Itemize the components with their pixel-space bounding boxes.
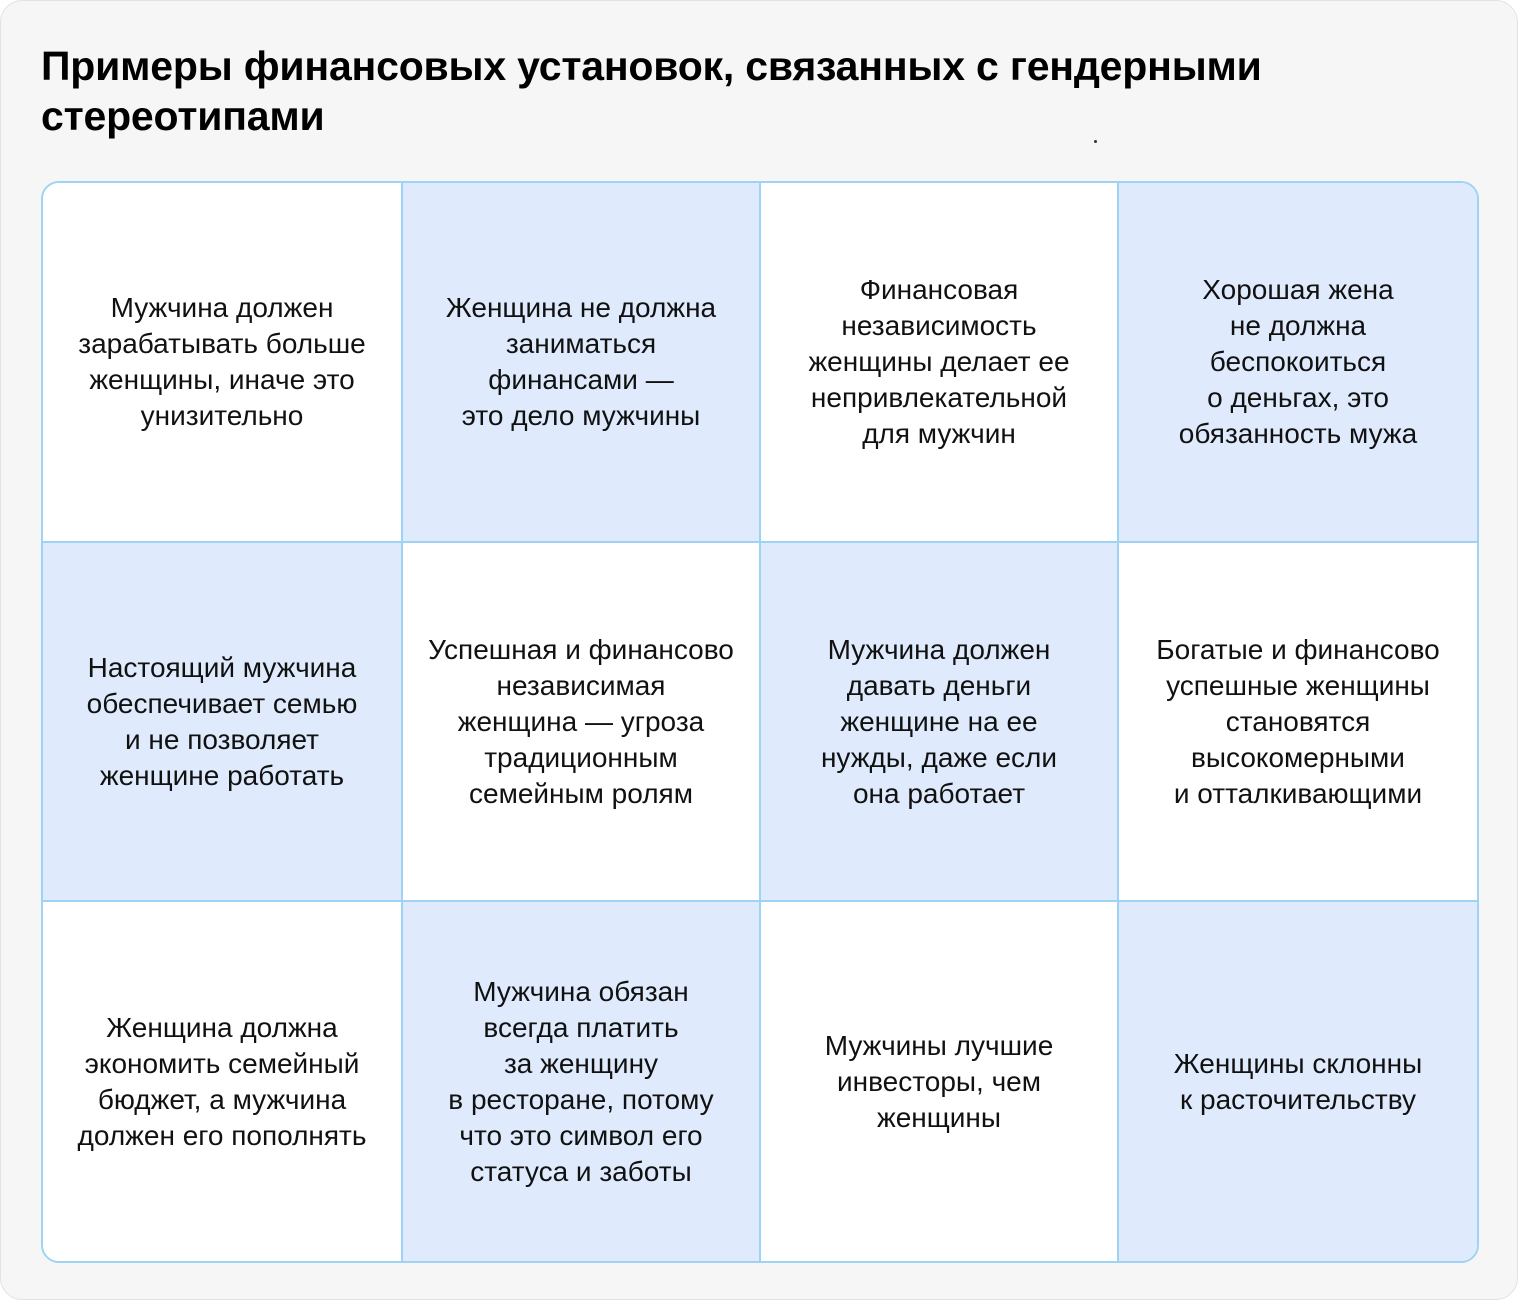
grid-cell: Мужчина должен давать деньги женщине на ее нужды, даже если она работает xyxy=(761,543,1119,902)
grid-cell: Женщины склонны к расточительству xyxy=(1119,902,1477,1261)
grid-cell: Мужчина должен зарабатывать больше женщины, иначе это унизительно xyxy=(43,183,403,543)
grid-cell: Женщина должна экономить семейный бюджет, а мужчина должен его пополнять xyxy=(43,902,403,1261)
grid-cell: Мужчина обязан всегда платить за женщину в ресторане, потому что это символ его статуса и заботы xyxy=(403,902,761,1261)
page-title: Примеры финансовых установок, связанных с гендерными стереотипами xyxy=(41,43,1262,139)
stereotypes-grid xyxy=(41,181,1479,1263)
stray-dot xyxy=(1094,140,1097,143)
grid-cell: Финансовая независимость женщины делает ее непривлекательной для мужчин xyxy=(761,183,1119,543)
grid-cell: Богатые и финансово успешные женщины становятся высокомерными и отталкивающими xyxy=(1119,543,1477,902)
grid-cell: Женщина не должна заниматься финансами — это дело мужчины xyxy=(403,183,761,543)
grid-cell: Настоящий мужчина обеспечивает семью и не позволяет женщине работать xyxy=(43,543,403,902)
grid-cell: Мужчины лучшие инвесторы, чем женщины xyxy=(761,902,1119,1261)
grid-cell: Хорошая жена не должна беспокоиться о деньгах, это обязанность мужа xyxy=(1119,183,1477,543)
grid-cell: Успешная и финансово независимая женщина — угроза традиционным семейным ролям xyxy=(403,543,761,902)
